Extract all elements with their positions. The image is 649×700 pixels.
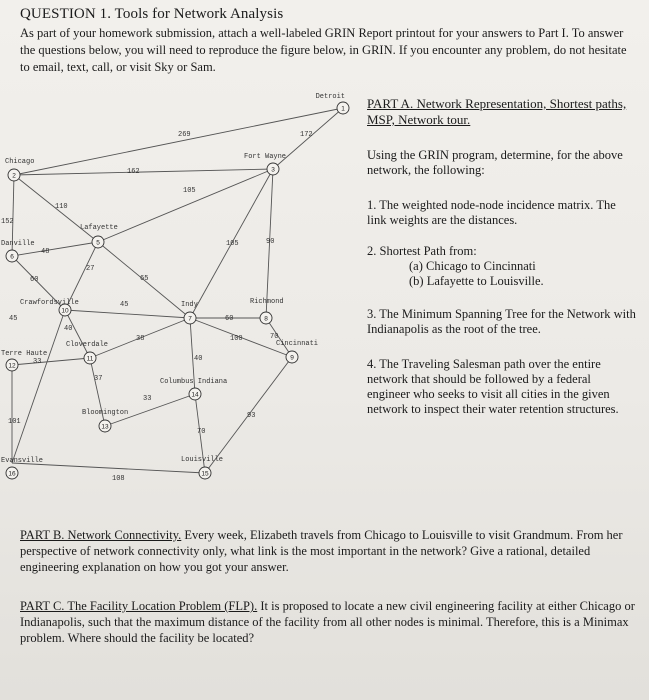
svg-text:7: 7 (188, 315, 192, 323)
label-cincinnati: Cincinnati (276, 340, 319, 348)
weight-label: 110 (55, 203, 68, 211)
weight-label: 70 (270, 333, 279, 341)
weight-label: 93 (247, 412, 256, 420)
svg-text:11: 11 (86, 355, 94, 363)
node-evansville (1, 457, 43, 479)
part-a-question-2: 2. Shortest Path from: (367, 244, 477, 258)
label-evansville: Evansville (1, 457, 44, 465)
node-louisville (181, 456, 223, 479)
part-c-text: It is proposed to locate a new civil engineering facility at either Chicago or Indianapolis, such that the maximum distance of the facility from all other nodes is minimal. Therefore, this is a Minimax problem. Where should the facility be located? (20, 599, 635, 645)
weight-label: 45 (120, 301, 129, 309)
weight-label: 60 (225, 315, 234, 323)
node-chicago (5, 158, 34, 181)
svg-text:8: 8 (264, 315, 268, 323)
question-header (20, 6, 635, 76)
node-richmond (250, 298, 284, 324)
weight-label: 101 (8, 418, 21, 426)
label-terre-haute: Terre Haute (1, 350, 48, 358)
weight-label: 108 (112, 475, 125, 483)
svg-text:16: 16 (8, 470, 16, 478)
svg-text:1: 1 (341, 105, 345, 113)
node-danville (1, 240, 35, 262)
label-cloverdale: Cloverdale (66, 341, 109, 349)
label-crawfordsville: Crawfordsville (20, 299, 79, 307)
weight-label: 65 (140, 275, 149, 283)
node-crawfordsville (20, 299, 79, 316)
weight-label: 90 (266, 238, 275, 246)
label-richmond: Richmond (250, 298, 284, 306)
svg-text:13: 13 (101, 423, 109, 431)
part-b-title: PART B. Network Connectivity. (20, 528, 182, 542)
weight-label: 152 (1, 218, 14, 226)
label-danville: Danville (1, 240, 35, 248)
weight-label: 48 (41, 248, 50, 256)
weight-label: 33 (143, 395, 152, 403)
svg-text:3: 3 (271, 166, 275, 174)
label-louisville: Louisville (181, 456, 224, 464)
node-fort-wayne (244, 153, 286, 175)
question-intro: As part of your homework submission, attach a well-labeled GRIN Report printout for your answers to Part I. To answer the questions below, you will need to reproduce the figure below, in GRIN. If you encounter any problem, do not hesitate to email, text, call, or visit Sky or Sam. (20, 26, 627, 74)
label-columbus-indiana: Columbus Indiana (160, 378, 228, 386)
question-title: QUESTION 1. Tools for Network Analysis (20, 6, 284, 22)
network-nodes (1, 93, 349, 479)
svg-text:9: 9 (290, 354, 294, 362)
part-a-question-4: 4. The Traveling Salesman path over the entire network that should be followed by a federal engineer who seeks to visit all cities in the given network to inspect their water retention structures. (367, 357, 619, 416)
svg-text:5: 5 (96, 239, 100, 247)
label-fort-wayne: Fort Wayne (244, 153, 287, 161)
network-diagram (0, 90, 365, 495)
weight-label: 60 (30, 276, 39, 284)
part-c-title: PART C. The Facility Location Problem (FLP). (20, 599, 258, 613)
label-bloomington: Bloomington (82, 409, 129, 417)
part-b (20, 527, 638, 575)
svg-text:15: 15 (201, 470, 209, 478)
part-a-intro: Using the GRIN program, determine, for the above network, the following: (367, 148, 623, 177)
weight-label: 38 (136, 335, 145, 343)
part-a-question-3: 3. The Minimum Spanning Tree for the Network with Indianapolis as the root of the tree. (367, 307, 636, 336)
weight-label: 40 (194, 355, 203, 363)
part-a-question-1: 1. The weighted node-node incidence matrix. The link weights are the distances. (367, 198, 616, 227)
weight-label: 100 (230, 335, 243, 343)
node-cincinnati (276, 340, 318, 363)
svg-text:10: 10 (61, 307, 69, 315)
svg-text:12: 12 (8, 362, 16, 370)
weight-label: 105 (183, 187, 196, 195)
svg-text:6: 6 (10, 253, 14, 261)
weight-label: 162 (127, 168, 140, 176)
weight-label: 40 (64, 325, 73, 333)
part-b-text: Every week, Elizabeth travels from Chicago to Louisville to visit Grandmum. From her perspective of network connectivity only, what link is the most important in the network? Give a rational, detailed engineering explanation on how you got your answer. (20, 528, 623, 574)
node-cloverdale (66, 341, 108, 364)
part-a-question-2a: (a) Chicago to Cincinnati (409, 259, 536, 273)
part-a (367, 96, 637, 417)
weight-label: 45 (9, 315, 18, 323)
edge-weights (1, 131, 313, 483)
node-columbus-indiana (160, 378, 227, 400)
node-detroit (316, 93, 349, 114)
weight-label: 37 (94, 375, 103, 383)
svg-text:2: 2 (12, 172, 16, 180)
weight-label: 172 (300, 131, 313, 139)
weight-label: 269 (178, 131, 191, 139)
weight-label: 105 (226, 240, 239, 248)
label-detroit: Detroit (315, 93, 345, 101)
part-c (20, 598, 638, 646)
weight-label: 27 (86, 265, 95, 273)
weight-label: 33 (33, 358, 42, 366)
svg-text:14: 14 (191, 391, 199, 399)
label-indy: Indy (181, 301, 198, 309)
label-lafayette: Lafayette (80, 224, 118, 232)
part-a-question-2b: (b) Lafayette to Louisville. (409, 274, 544, 288)
weight-label: 70 (197, 428, 206, 436)
part-a-title: PART A. Network Representation, Shortest paths, MSP, Network tour. (367, 96, 627, 127)
label-chicago: Chicago (5, 158, 35, 166)
